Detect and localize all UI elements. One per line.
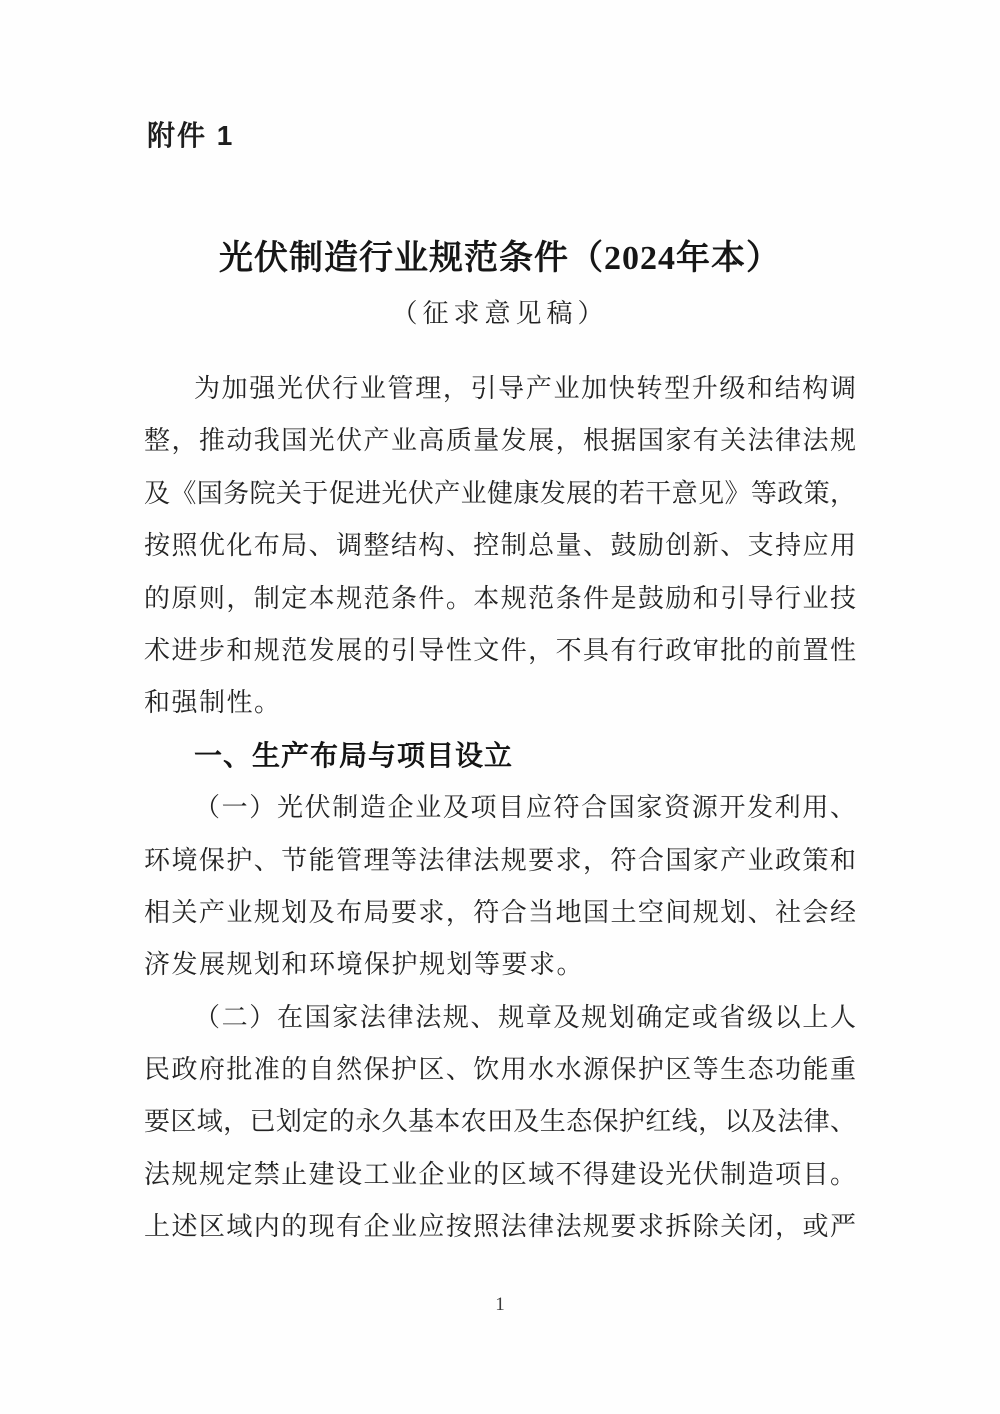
section-heading (144, 730, 856, 782)
text-line: 按照优化布局、调整结构、控制总量、鼓励创新、支持应用 (144, 531, 856, 561)
text-line: 上述区域内的现有企业应按照法律法规要求拆除关闭，或严 (144, 1212, 856, 1242)
text-line: 民政府批准的自然保护区、饮用水水源保护区等生态功能重 (144, 1055, 856, 1085)
text-line: 术进步和规范发展的引导性文件，不具有行政审批的前置性 (144, 635, 856, 665)
section-heading-text: 一、生产布局与项目设立 (194, 739, 514, 771)
text-line: 整，推动我国光伏产业高质量发展，根据国家有关法律法规 (144, 426, 856, 456)
document-body (144, 363, 856, 1254)
text-line: 济发展规划和环境保护规划等要求。 (144, 950, 585, 980)
text-line: （一）光伏制造企业及项目应符合国家资源开发利用、 (194, 793, 856, 823)
text-line: 为加强光伏行业管理，引导产业加快转型升级和结构调 (194, 374, 856, 403)
text-line: 要区域，已划定的永久基本农田及生态保护红线，以及法律、 (144, 1107, 856, 1137)
paragraph (144, 782, 856, 992)
page-number: 1 (495, 1294, 505, 1315)
text-line: 法规规定禁止建设工业企业的区域不得建设光伏制造项目。 (144, 1159, 856, 1189)
paragraph (144, 363, 856, 730)
text-line: （二）在国家法律法规、规章及规划确定或省级以上人 (194, 1002, 856, 1032)
document-subtitle: （征求意见稿） (391, 299, 609, 328)
text-line: 及《国务院关于促进光伏产业健康发展的若干意见》等政策， (144, 478, 856, 508)
paragraph (144, 992, 856, 1254)
text-line: 和强制性。 (144, 688, 282, 718)
text-line: 的原则，制定本规范条件。本规范条件是鼓励和引导行业技 (144, 583, 856, 613)
attachment-label: 附件 1 (147, 120, 235, 151)
text-line: 相关产业规划及布局要求，符合当地国土空间规划、社会经 (144, 897, 856, 927)
text-line: 环境保护、节能管理等法律法规要求，符合国家产业政策和 (144, 845, 856, 875)
document-title: 光伏制造行业规范条件（2024年本） (219, 240, 781, 277)
